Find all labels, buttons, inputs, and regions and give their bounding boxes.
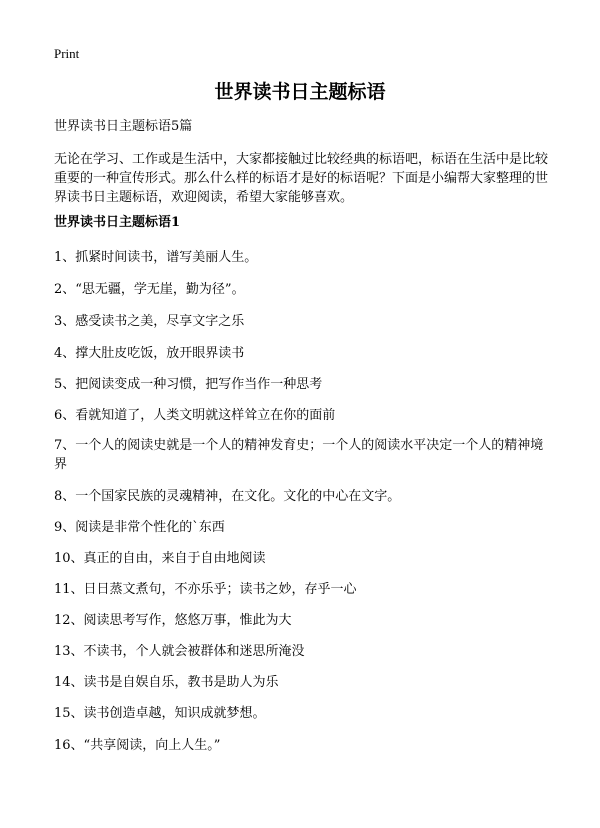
list-item: 16、“共享阅读，向上人生。” bbox=[54, 738, 221, 753]
list-item: 4、撑大肚皮吃饭，放开眼界读书 bbox=[54, 346, 245, 361]
list-item: 8、一个国家民族的灵魂精神，在文化。文化的中心在文字。 bbox=[54, 489, 401, 504]
list-item: 13、不读书，个人就会被群体和迷思所淹没 bbox=[54, 644, 305, 659]
list-item: 11、日日蒸文煮句，不亦乐乎；读书之妙，存乎一心 bbox=[54, 582, 357, 597]
list-item: 10、真正的自由，来自于自由地阅读 bbox=[54, 551, 266, 566]
list-item: 2、“思无疆，学无崖，勤为径”。 bbox=[54, 282, 245, 297]
list-item: 7、一个人的阅读史就是一个人的精神发育史；一个人的阅读水平决定一个人的精神境界 bbox=[54, 438, 544, 472]
document-subtitle: 世界读书日主题标语5篇 bbox=[54, 119, 193, 134]
page-title: 世界读书日主题标语 bbox=[214, 81, 386, 103]
list-item: 15、读书创造卓越，知识成就梦想。 bbox=[54, 706, 266, 721]
list-item: 12、阅读思考写作，悠悠万事，惟此为大 bbox=[54, 613, 292, 628]
print-link[interactable]: Print bbox=[54, 46, 80, 61]
list-item: 6、看就知道了，人类文明就这样耸立在你的面前 bbox=[54, 408, 336, 423]
list-item: 1、抓紧时间读书，谱写美丽人生。 bbox=[54, 250, 258, 265]
intro-paragraph: 无论在学习、工作或是生活中，大家都接触过比较经典的标语吧，标语在生活中是比较重要的一种宣传形式。那么什么样的标语才是好的标语呢？下面是小编帮大家整理的世界读书日主题标语，欢迎阅读，希望大家能够喜欢。 bbox=[54, 152, 549, 205]
section-heading: 世界读书日主题标语1 bbox=[54, 215, 181, 230]
list-item: 14、读书是自娱自乐，教书是助人为乐 bbox=[54, 675, 279, 690]
list-item: 9、阅读是非常个性化的`东西 bbox=[54, 520, 225, 535]
list-item: 3、感受读书之美，尽享文字之乐 bbox=[54, 314, 245, 329]
list-item: 5、把阅读变成一种习惯，把写作当作一种思考 bbox=[54, 377, 323, 392]
